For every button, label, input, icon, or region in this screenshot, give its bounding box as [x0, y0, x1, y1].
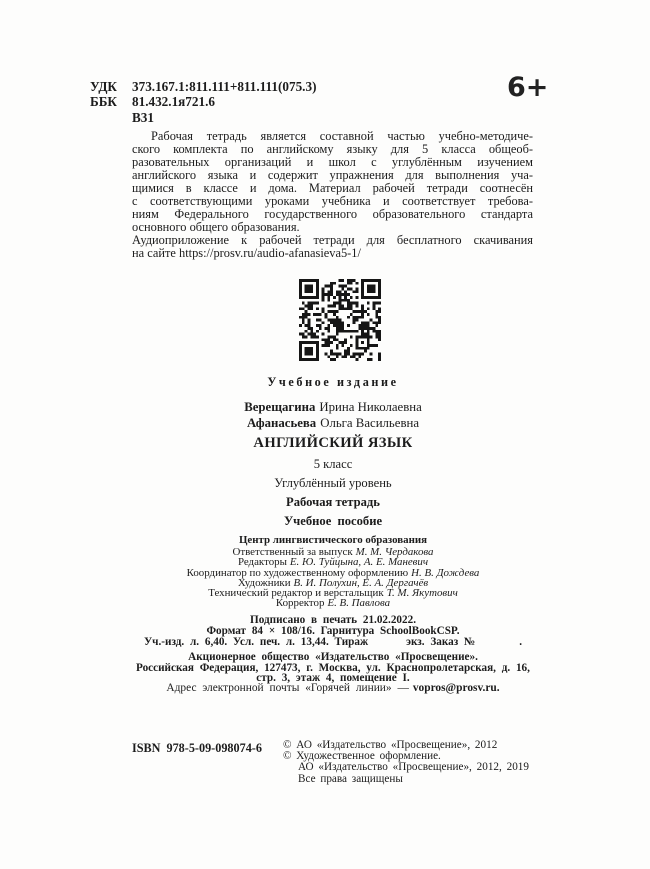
- author-surname: Верещагина: [244, 400, 316, 414]
- publisher-address: Российская Федерация, 127473, г. Москва, ул. Краснопролетарская, д. 16,: [136, 661, 530, 674]
- credit-names: Е. В. Павлова: [327, 597, 391, 610]
- credit-names: Н. В. Дождева: [411, 566, 480, 579]
- publication-type-label: Учебное пособие: [283, 514, 383, 528]
- author-given: Ирина Николаевна: [319, 400, 422, 414]
- copyright-line: © АО «Издательство «Просвещение», 2012: [283, 739, 498, 751]
- annotation-line: щимися в классе и дома. Материал рабочей тетради соотнесён: [132, 180, 533, 195]
- author-sign-row: [90, 110, 316, 125]
- print-info-block: [113, 615, 553, 647]
- author-sign: В31: [132, 109, 154, 125]
- credits-block: [113, 547, 553, 609]
- print-format-line: Формат 84 × 108/16. Гарнитура SchoolBookCSP.: [206, 624, 460, 637]
- copyright-line: © Художественное оформление.: [283, 750, 441, 763]
- credit-role: Художники: [237, 576, 291, 589]
- publisher-name: Акционерное общество «Издательство «Просвещение».: [188, 651, 478, 663]
- annotation-line: ского комплекта по английскому языку для 5 класса общеоб-: [132, 141, 533, 156]
- annotation-line: разовательных организаций и школ с углублённым изучением: [132, 154, 533, 169]
- credit-names: Е. Ю. Туйцына, А. Е. Маневич: [289, 556, 429, 569]
- udk-value: 373.167.1:811.111+811.111(075.3): [132, 79, 317, 94]
- copyright-line: АО «Издательство «Просвещение», 2012, 2019: [298, 761, 529, 774]
- hotline-line: [113, 682, 553, 694]
- annotation-line: английского языка и содержит упражнения для выполнения уча-: [132, 167, 533, 182]
- annotation-line-url: на сайте https://prosv.ru/audio-afanasieva5-1/: [132, 245, 361, 260]
- grade-label: 5 класс: [313, 457, 353, 471]
- credit-role: Редакторы: [237, 556, 287, 569]
- edition-type-label: Учебное издание: [267, 375, 399, 389]
- annotation-line: с соответствующими уроками учебника и соответствует требова-: [132, 193, 533, 208]
- bbk-label: ББК: [90, 94, 117, 110]
- udk-row: [90, 79, 316, 94]
- credit-role: Координатор по художественному оформлению: [186, 566, 409, 579]
- copyright-block: [283, 740, 529, 785]
- credit-role: Ответственный за выпуск: [232, 546, 353, 558]
- hotline-prefix: Адрес электронной почты «Горячей линии» —: [166, 682, 409, 694]
- author-name: [113, 416, 553, 432]
- annotation-line: основного общего образования.: [132, 219, 300, 234]
- credit-names: Т. М. Якутович: [386, 587, 458, 600]
- authors-block: [113, 400, 553, 432]
- publishing-center-label: Центр лингвистического образования: [238, 534, 428, 546]
- annotation-line: Аудиоприложение к рабочей тетради для бесплатного скачивания: [132, 232, 533, 247]
- credit-names: В. И. Полухин, Е. А. Дергачёв: [293, 576, 429, 589]
- subtitle-label: Рабочая тетрадь: [286, 495, 380, 509]
- credit-names: М. М. Чердакова: [355, 546, 434, 558]
- credit-line: [113, 598, 553, 608]
- credit-role: Корректор: [275, 597, 325, 610]
- print-volume-line: Уч.-изд. л. 6,40. Усл. печ. л. 13,44. Тираж экз. Заказ № .: [143, 635, 523, 648]
- author-surname: Афанасьева: [246, 415, 317, 430]
- classification-block: [90, 79, 316, 125]
- bbk-value: 81.432.1я721.6: [132, 94, 215, 110]
- level-label: Углублённый уровень: [274, 476, 392, 490]
- annotation-line: Рабочая тетрадь является составной частью учебно-методиче-: [151, 129, 533, 143]
- publisher-address-block: [113, 652, 553, 684]
- qr-code: [299, 279, 381, 361]
- print-signed-line: Подписано в печать 21.02.2022.: [250, 614, 416, 626]
- publisher-address-2: стр. 3, этаж 4, помещение I.: [256, 672, 410, 685]
- udk-label: УДК: [90, 79, 117, 94]
- annotation-line: ниям Федерального государственного образовательного стандарта: [132, 206, 533, 221]
- isbn: ISBN 978-5-09-098074-6: [132, 741, 262, 755]
- age-rating-badge: 6+: [507, 72, 549, 103]
- hotline-email: vopros@prosv.ru.: [412, 682, 500, 694]
- annotation-paragraph: [132, 130, 533, 260]
- copyright-line: Все права защищены: [298, 772, 403, 785]
- bbk-row: [90, 94, 316, 109]
- author-given: Ольга Васильевна: [320, 415, 420, 430]
- author-name: [113, 400, 553, 416]
- book-title: АНГЛИЙСКИЙ ЯЗЫК: [253, 435, 413, 451]
- credit-role: Технический редактор и верстальщик: [208, 587, 384, 600]
